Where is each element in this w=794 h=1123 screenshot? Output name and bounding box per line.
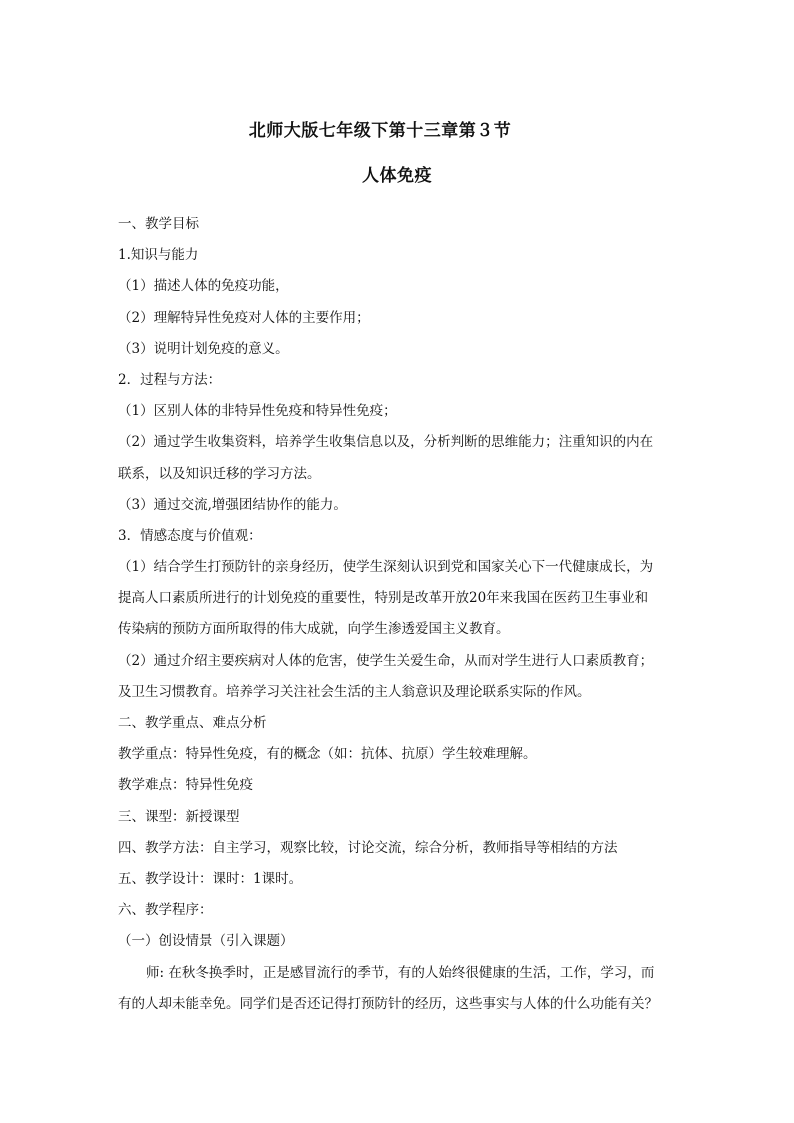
paragraph-line: （2）理解特异性免疫对人体的主要作用；: [118, 309, 370, 326]
section-heading-objectives: 一、教学目标: [118, 216, 199, 232]
subsection-heading: 2．过程与方法：: [118, 371, 222, 388]
paragraph-line: 提高人口素质所进行的计划免疫的重要性，特别是改革开放20年来我国在医药卫生事业和: [118, 590, 649, 607]
paragraph-line: （2）通过介绍主要疾病对人体的危害，使学生关爱生命，从而对学生进行人口素质教育；: [118, 652, 654, 669]
document-body: [118, 209, 678, 1020]
paragraph-line: 联系，以及知识迁移的学习方法。: [118, 465, 321, 482]
subsection-heading: （一）创设情景（引入课题）: [118, 933, 294, 950]
subsection-heading: 1.知识与能力: [118, 247, 199, 264]
paragraph-line: （1）结合学生打预防针的亲身经历，使学生深刻认识到党和国家关心下一代健康成长，为: [118, 559, 654, 576]
paragraph-line: 有的人却未能幸免。同学们是否还记得打预防针的经历，这些事实与人体的什么功能有关？: [118, 995, 658, 1012]
paragraph-line: 教学重点：特异性免疫，有的概念（如：抗体、抗原）学生较难理解。: [118, 746, 537, 763]
section-heading-design: 五、教学设计：课时：1课时。: [118, 870, 303, 887]
section-heading-procedure: 六、教学程序：: [118, 902, 213, 919]
paragraph-line: （1）描述人体的免疫功能，: [118, 278, 289, 295]
paragraph-line: （3）通过交流,增强团结协作的能力。: [118, 496, 347, 513]
paragraph-line: （1）区别人体的非特异性免疫和特异性免疫；: [118, 403, 397, 420]
subsection-heading: 3．情感态度与价值观：: [118, 527, 262, 544]
paragraph-line: （2）通过学生收集资料，培养学生收集信息以及，分析判断的思维能力；注重知识的内在: [118, 434, 654, 451]
paragraph-line: 及卫生习惯教育。培养学习关注社会生活的主人翁意识及理论联系实际的作风。: [118, 683, 591, 700]
section-heading-lesson-type: 三、课型：新授课型: [118, 808, 240, 825]
paragraph-line: 师: 在秋冬换季时，正是感冒流行的季节，有的人始终很健康的生活，工作，学习，而: [146, 964, 655, 981]
paragraph-line: 传染病的预防方面所取得的伟大成就，向学生渗透爱国主义教育。: [118, 621, 510, 638]
section-heading-key-points: 二、教学重点、难点分析: [118, 715, 267, 731]
document-subtitle: 人体免疫: [362, 166, 432, 186]
paragraph-line: （3）说明计划免疫的意义。: [118, 340, 289, 357]
paragraph-line: 教学难点：特异性免疫: [118, 777, 253, 794]
document-title: 北师大版七年级下第十三章第３节: [248, 121, 512, 141]
section-heading-methods: 四、教学方法：自主学习，观察比较，讨论交流，综合分析，教师指导等相结的方法: [118, 839, 618, 856]
